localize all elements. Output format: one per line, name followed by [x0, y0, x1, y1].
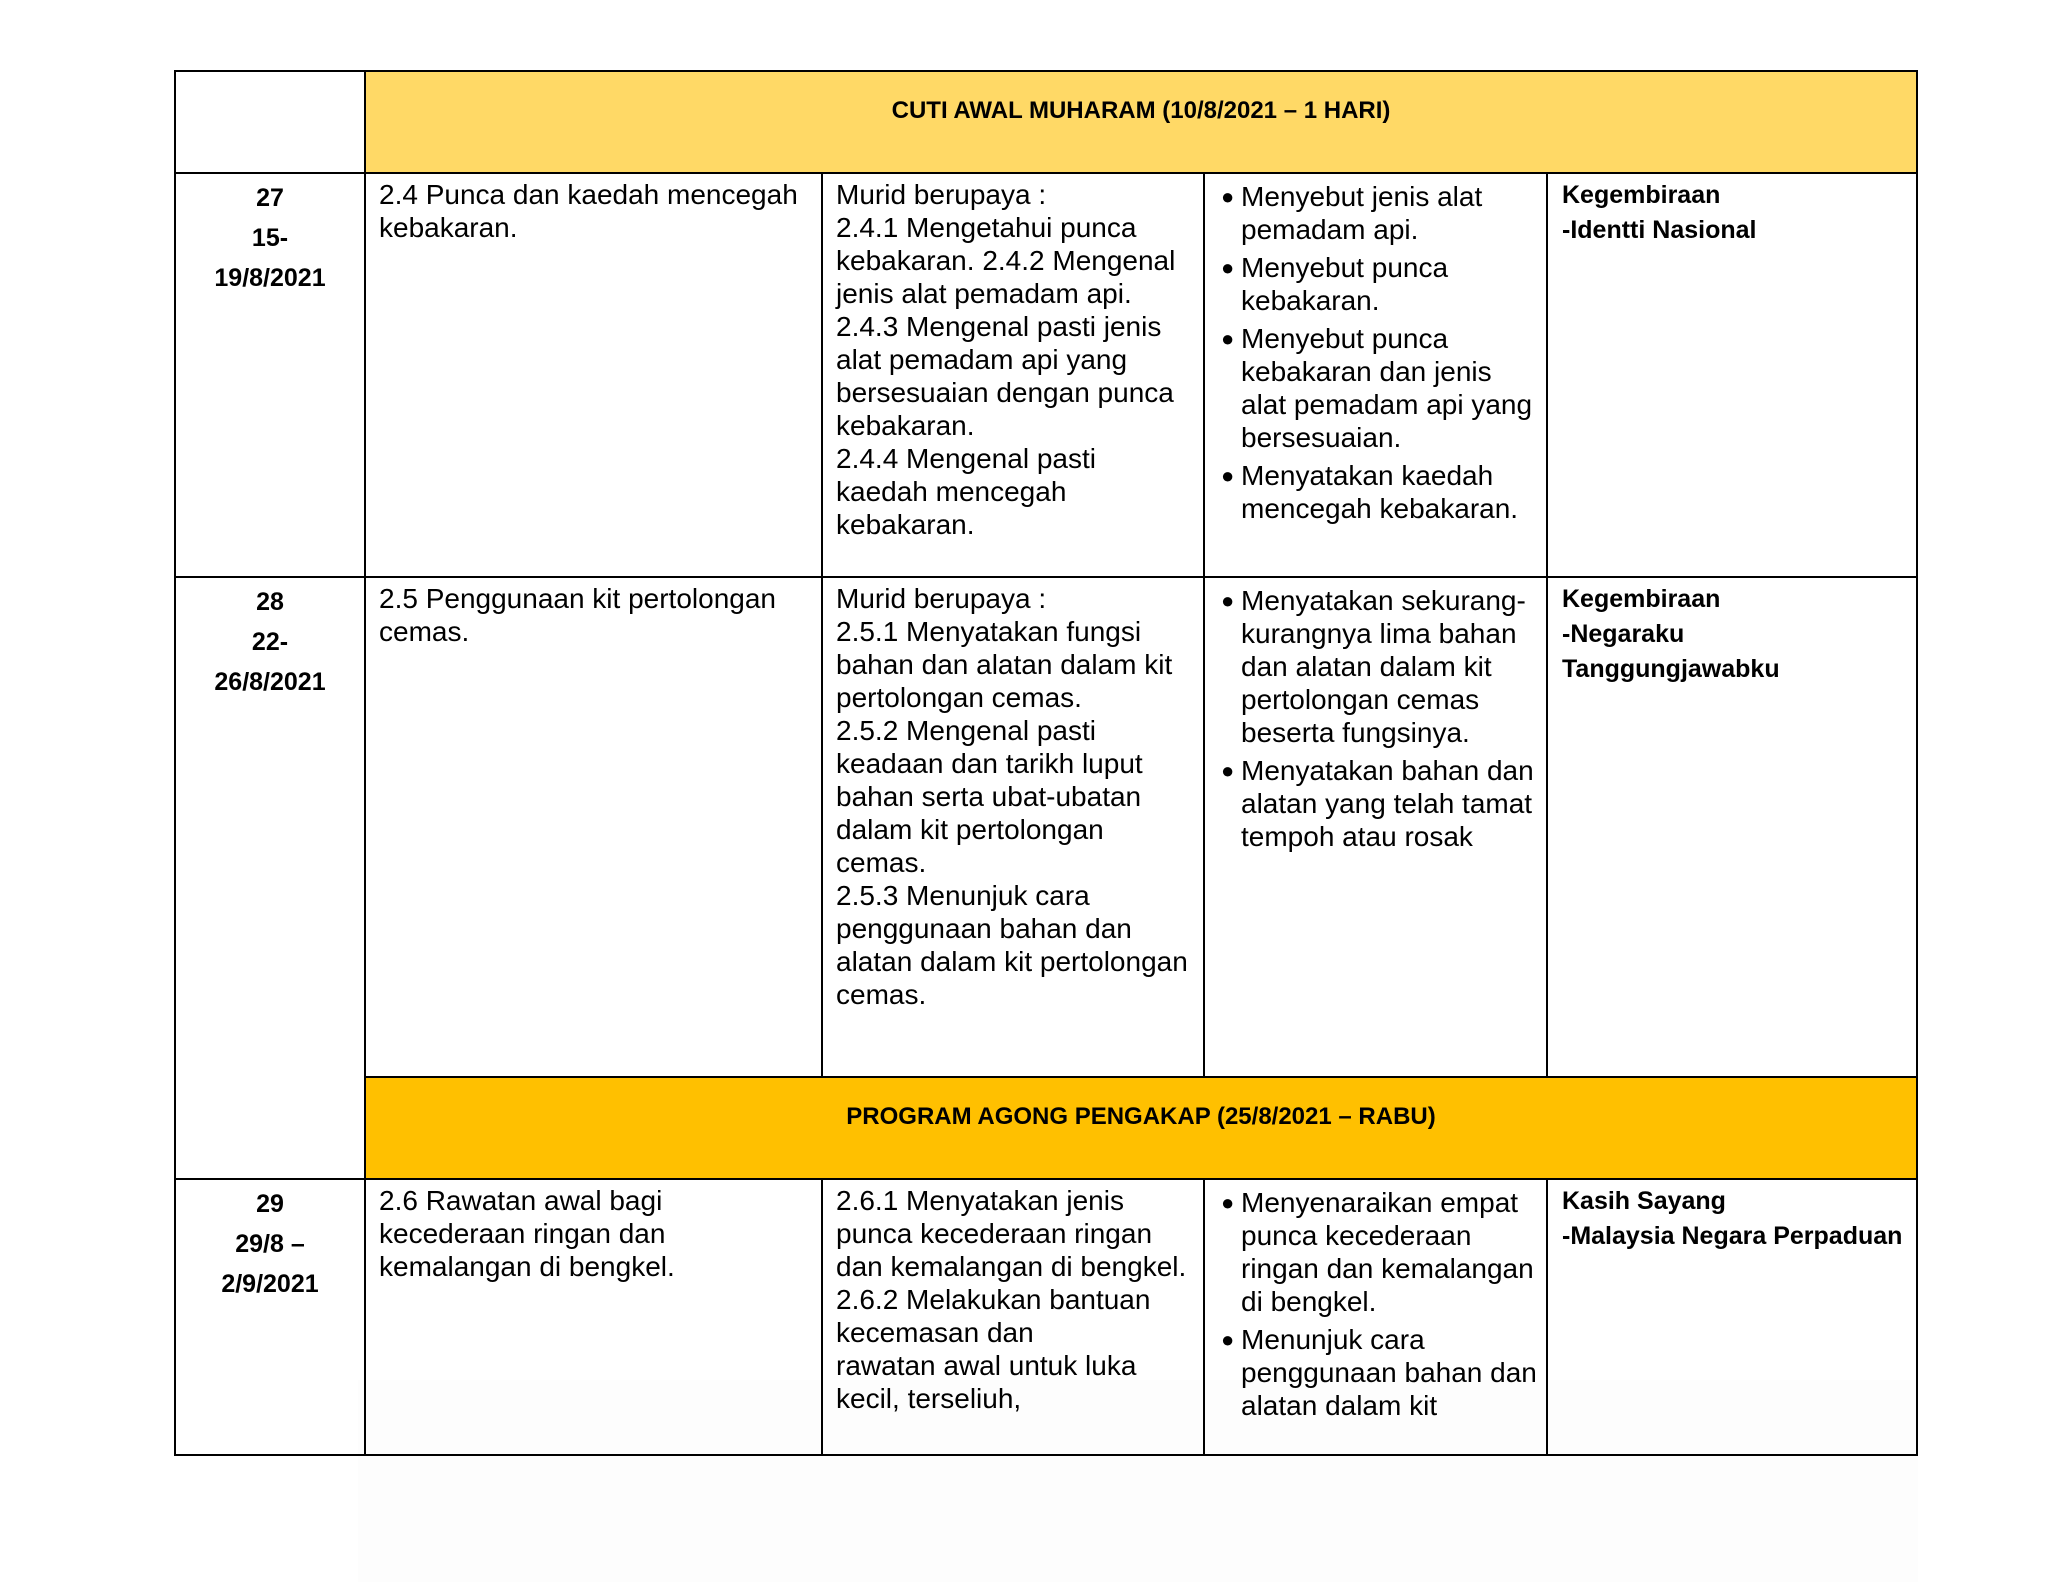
- week-number: 29: [256, 1190, 284, 1218]
- week-cell: [175, 1179, 365, 1455]
- list-item: ● Menyatakan bahan dan alatan yang telah tamat tempoh atau rosak: [1221, 755, 1534, 852]
- program-banner-row: [175, 1077, 1917, 1179]
- standard-line: 2.6.2 Melakukan bantuan kecemasan dan: [836, 1284, 1151, 1348]
- objectives-list: [1221, 180, 1538, 525]
- standard-cell: [822, 173, 1204, 577]
- objectives-cell: [1204, 577, 1547, 1077]
- list-item: ● Menyebut jenis alat pemadam api.: [1221, 181, 1483, 245]
- value-subtitle: -Identti Nasional: [1562, 216, 1757, 244]
- standard-cell: [822, 1179, 1204, 1455]
- standard-line: 2.4.4 Mengenal pasti kaedah mencegah kebakaran.: [836, 443, 1096, 540]
- empty-week-cell: [175, 71, 365, 173]
- standard-line: 2.4.3 Mengenal pasti jenis alat pemadam api yang bersesuaian dengan punca kebakaran.: [836, 311, 1174, 441]
- week-row-27: [175, 173, 1917, 577]
- standard-line: rawatan awal untuk luka kecil, terseliuh,: [836, 1350, 1137, 1414]
- week-row-29: [175, 1179, 1917, 1455]
- objectives-cell: [1204, 1179, 1547, 1455]
- holiday-banner: CUTI AWAL MUHARAM (10/8/2021 – 1 HARI): [365, 71, 1917, 173]
- bullet-icon: ●: [1221, 588, 1235, 613]
- value-subtitle: -Malaysia Negara Perpaduan: [1562, 1222, 1903, 1250]
- bullet-icon: ●: [1221, 184, 1235, 209]
- value-title: Kegembiraan: [1562, 585, 1721, 613]
- bullet-icon: ●: [1221, 758, 1235, 783]
- week-cell: [175, 577, 365, 1179]
- bullet-icon: ●: [1221, 1327, 1235, 1352]
- week-dates-start: 29/8 –: [235, 1230, 305, 1258]
- list-item: ● Menyatakan kaedah mencegah kebakaran.: [1221, 460, 1519, 524]
- bullet-icon: ●: [1221, 1190, 1235, 1215]
- topic-cell: 2.4 Punca dan kaedah mencegah kebakaran.: [365, 173, 822, 577]
- week-row-28: [175, 577, 1917, 1077]
- list-item: ● Menunjuk cara penggunaan bahan dan alatan dalam kit: [1221, 1324, 1537, 1421]
- value-title: Kegembiraan: [1562, 181, 1721, 209]
- week-cell: [175, 173, 365, 577]
- list-item: ● Menyebut punca kebakaran dan jenis alat pemadam api yang bersesuaian.: [1221, 323, 1533, 453]
- standard-line: 2.5.2 Mengenal pasti keadaan dan tarikh luput bahan serta ubat-ubatan dalam kit pertolongan cemas.: [836, 715, 1143, 878]
- bullet-icon: ●: [1221, 255, 1235, 280]
- standard-line: 2.5.1 Menyatakan fungsi bahan dan alatan dalam kit pertolongan cemas.: [836, 616, 1173, 713]
- week-number: 27: [256, 184, 284, 212]
- standard-line: 2.4.1 Mengetahui punca kebakaran. 2.4.2 Mengenal jenis alat pemadam api.: [836, 212, 1176, 309]
- week-dates-start: 22-: [251, 628, 289, 656]
- value-title: Kasih Sayang: [1562, 1187, 1726, 1215]
- list-item: ● Menyatakan sekurang-kurangnya lima bahan dan alatan dalam kit pertolongan cemas beserta fungsinya.: [1221, 585, 1526, 748]
- value-subtitle: -Negaraku Tanggungjawabku: [1562, 620, 1780, 683]
- objectives-list: [1221, 1186, 1538, 1422]
- objectives-cell: [1204, 173, 1547, 577]
- bullet-icon: ●: [1221, 463, 1235, 488]
- value-cell: [1547, 577, 1917, 1077]
- program-banner: PROGRAM AGONG PENGAKAP (25/8/2021 – RABU): [365, 1077, 1917, 1179]
- week-dates-end: 19/8/2021: [214, 264, 326, 292]
- topic-cell: 2.5 Penggunaan kit pertolongan cemas.: [365, 577, 822, 1077]
- standard-line: Murid berupaya :: [836, 583, 1047, 614]
- week-number: 28: [256, 588, 284, 616]
- standard-line: 2.6.1 Menyatakan jenis punca kecederaan ringan dan kemalangan di bengkel.: [836, 1185, 1187, 1282]
- week-dates-end: 2/9/2021: [221, 1270, 319, 1298]
- list-item: ● Menyebut punca kebakaran.: [1221, 252, 1449, 316]
- value-cell: [1547, 173, 1917, 577]
- standard-line: 2.5.3 Menunjuk cara penggunaan bahan dan alatan dalam kit pertolongan cemas.: [836, 880, 1188, 1010]
- standard-line: Murid berupaya :: [836, 179, 1047, 210]
- week-dates-start: 15-: [251, 224, 289, 252]
- holiday-banner-row: [175, 71, 1917, 173]
- objectives-list: [1221, 584, 1538, 853]
- bullet-icon: ●: [1221, 326, 1235, 351]
- value-cell: [1547, 1179, 1917, 1455]
- lesson-plan-table: [174, 70, 1918, 1456]
- week-dates-end: 26/8/2021: [214, 668, 326, 696]
- topic-cell: 2.6 Rawatan awal bagi kecederaan ringan dan kemalangan di bengkel.: [365, 1179, 822, 1455]
- list-item: ● Menyenaraikan empat punca kecederaan ringan dan kemalangan di bengkel.: [1221, 1187, 1534, 1317]
- standard-cell: [822, 577, 1204, 1077]
